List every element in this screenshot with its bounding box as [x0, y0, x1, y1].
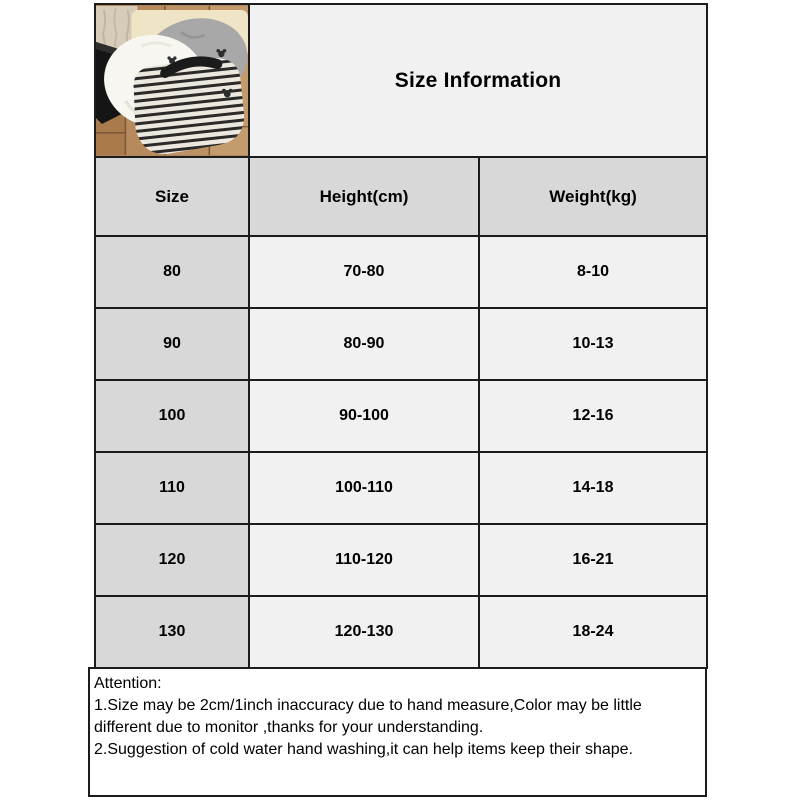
attention-box — [88, 667, 707, 797]
weight-cell: 14-18 — [479, 452, 707, 524]
height-cell: 100-110 — [249, 452, 479, 524]
height-cell: 70-80 — [249, 236, 479, 308]
top-row — [95, 4, 707, 157]
weight-cell: 8-10 — [479, 236, 707, 308]
product-photo-illustration — [96, 6, 248, 155]
table-row — [95, 452, 707, 524]
table-row — [95, 380, 707, 452]
table-row — [95, 308, 707, 380]
table-row — [95, 596, 707, 668]
height-cell: 80-90 — [249, 308, 479, 380]
size-cell: 90 — [95, 308, 249, 380]
height-cell: 120-130 — [249, 596, 479, 668]
attention-note: 2.Suggestion of cold water hand washing,it can help items keep their shape. — [94, 741, 633, 758]
height-cell: 110-120 — [249, 524, 479, 596]
size-chart-sheet — [88, 3, 707, 797]
size-cell: 130 — [95, 596, 249, 668]
weight-cell: 16-21 — [479, 524, 707, 596]
page-title: Size Information — [249, 4, 707, 157]
table-header-row — [95, 157, 707, 236]
attention-title: Attention: — [94, 675, 162, 692]
table-row — [95, 524, 707, 596]
attention-note: 1.Size may be 2cm/1inch inaccuracy due to hand measure,Color may be little different due to monitor ,thanks for your understanding. — [94, 697, 642, 736]
column-header-height: Height(cm) — [249, 157, 479, 236]
size-cell: 110 — [95, 452, 249, 524]
weight-cell: 18-24 — [479, 596, 707, 668]
column-header-size: Size — [95, 157, 249, 236]
size-cell: 120 — [95, 524, 249, 596]
size-cell: 100 — [95, 380, 249, 452]
weight-cell: 10-13 — [479, 308, 707, 380]
column-header-weight: Weight(kg) — [479, 157, 707, 236]
product-photo — [95, 4, 249, 157]
height-cell: 90-100 — [249, 380, 479, 452]
table-row — [95, 236, 707, 308]
size-table — [94, 3, 708, 669]
weight-cell: 12-16 — [479, 380, 707, 452]
size-cell: 80 — [95, 236, 249, 308]
